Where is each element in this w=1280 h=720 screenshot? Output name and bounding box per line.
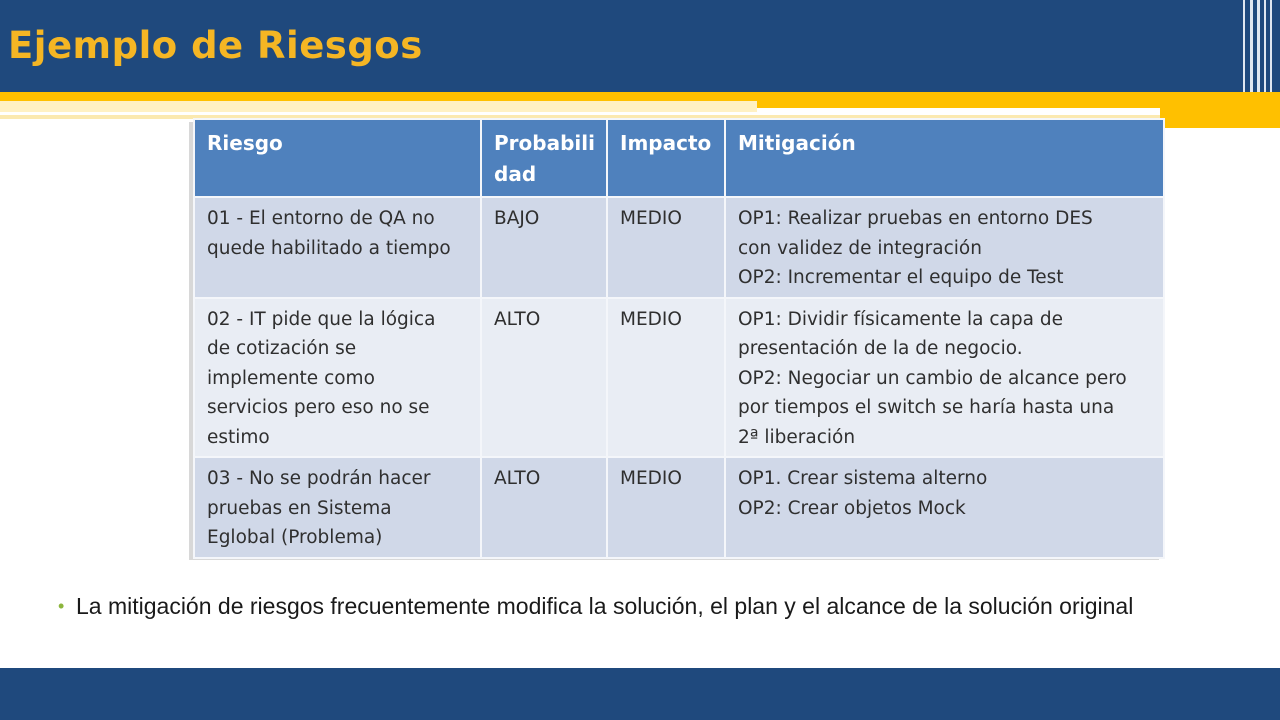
cell-text-line: con validez de integración xyxy=(738,237,982,259)
cell-text-line: por tiempos el switch se haría hasta una xyxy=(738,397,1115,418)
cell-text-line: pruebas en Sistema xyxy=(207,497,392,519)
cell-text-line: ALTO xyxy=(494,308,541,330)
mitigacion-cell xyxy=(725,298,1164,458)
cell-text-line: OP1: Dividir físicamente la capa de xyxy=(738,308,1063,330)
column-header-mitigacion: Mitigación xyxy=(725,119,1164,197)
bullet-point xyxy=(58,590,1198,623)
impacto-cell xyxy=(607,457,725,558)
probabilidad-cell xyxy=(481,197,607,298)
table-row xyxy=(194,298,1164,458)
cell-text-line: de cotización se xyxy=(207,338,357,359)
cell-text-line: OP2: Incrementar el equipo de Test xyxy=(738,267,1064,288)
risk-table xyxy=(193,118,1165,559)
riesgo-cell xyxy=(194,197,481,298)
cell-text-line: servicios pero eso no se xyxy=(207,397,430,418)
cell-text-line: MEDIO xyxy=(620,468,682,489)
impacto-cell xyxy=(607,298,725,458)
cell-text-line: BAJO xyxy=(494,208,540,229)
cell-text-line: MEDIO xyxy=(620,208,682,229)
column-header-impacto: Impacto xyxy=(607,119,725,197)
cell-text-line: 01 - El entorno de QA no xyxy=(207,208,435,229)
table-row xyxy=(194,197,1164,298)
riesgo-cell xyxy=(194,457,481,558)
risk-table-image xyxy=(193,118,1163,556)
bullet-marker: • xyxy=(58,596,65,616)
column-header-probabilidad: Probabili dad xyxy=(481,119,607,197)
gold-stripe-right xyxy=(1160,104,1280,128)
column-header-riesgo: Riesgo xyxy=(194,119,481,197)
cell-text-line: 2ª liberación xyxy=(738,426,856,448)
probabilidad-cell xyxy=(481,457,607,558)
slide-title: Ejemplo de Riesgos xyxy=(8,24,423,67)
pale-stripe xyxy=(0,101,757,112)
cell-text-line: implemente como xyxy=(207,367,375,389)
probabilidad-cell xyxy=(481,298,607,458)
table-header-row xyxy=(194,119,1164,197)
cell-text-line: 02 - IT pide que la lógica xyxy=(207,308,436,330)
bullet-text: La mitigación de riesgos frecuentemente modifica la solución, el plan y el alcance de la solución original xyxy=(76,593,1134,619)
cell-text-line: ALTO xyxy=(494,468,541,489)
cell-text-line: OP1. Crear sistema alterno xyxy=(738,468,988,489)
cell-text-line: MEDIO xyxy=(620,308,682,330)
table-row xyxy=(194,457,1164,558)
cell-text-line: Eglobal (Problema) xyxy=(207,527,383,548)
cell-text-line: OP2: Crear objetos Mock xyxy=(738,497,966,519)
cell-text-line: OP2: Negociar un cambio de alcance pero xyxy=(738,367,1127,389)
impacto-cell xyxy=(607,197,725,298)
cell-text-line: estimo xyxy=(207,426,270,448)
riesgo-cell xyxy=(194,298,481,458)
footer-bar xyxy=(0,668,1280,720)
table-body xyxy=(194,197,1164,558)
cell-text-line: 03 - No se podrán hacer xyxy=(207,468,431,489)
cell-text-line: OP1: Realizar pruebas en entorno DES xyxy=(738,208,1093,229)
mitigacion-cell xyxy=(725,457,1164,558)
cell-text-line: quede habilitado a tiempo xyxy=(207,237,451,259)
mitigacion-cell xyxy=(725,197,1164,298)
cell-text-line: presentación de la de negocio. xyxy=(738,338,1023,359)
